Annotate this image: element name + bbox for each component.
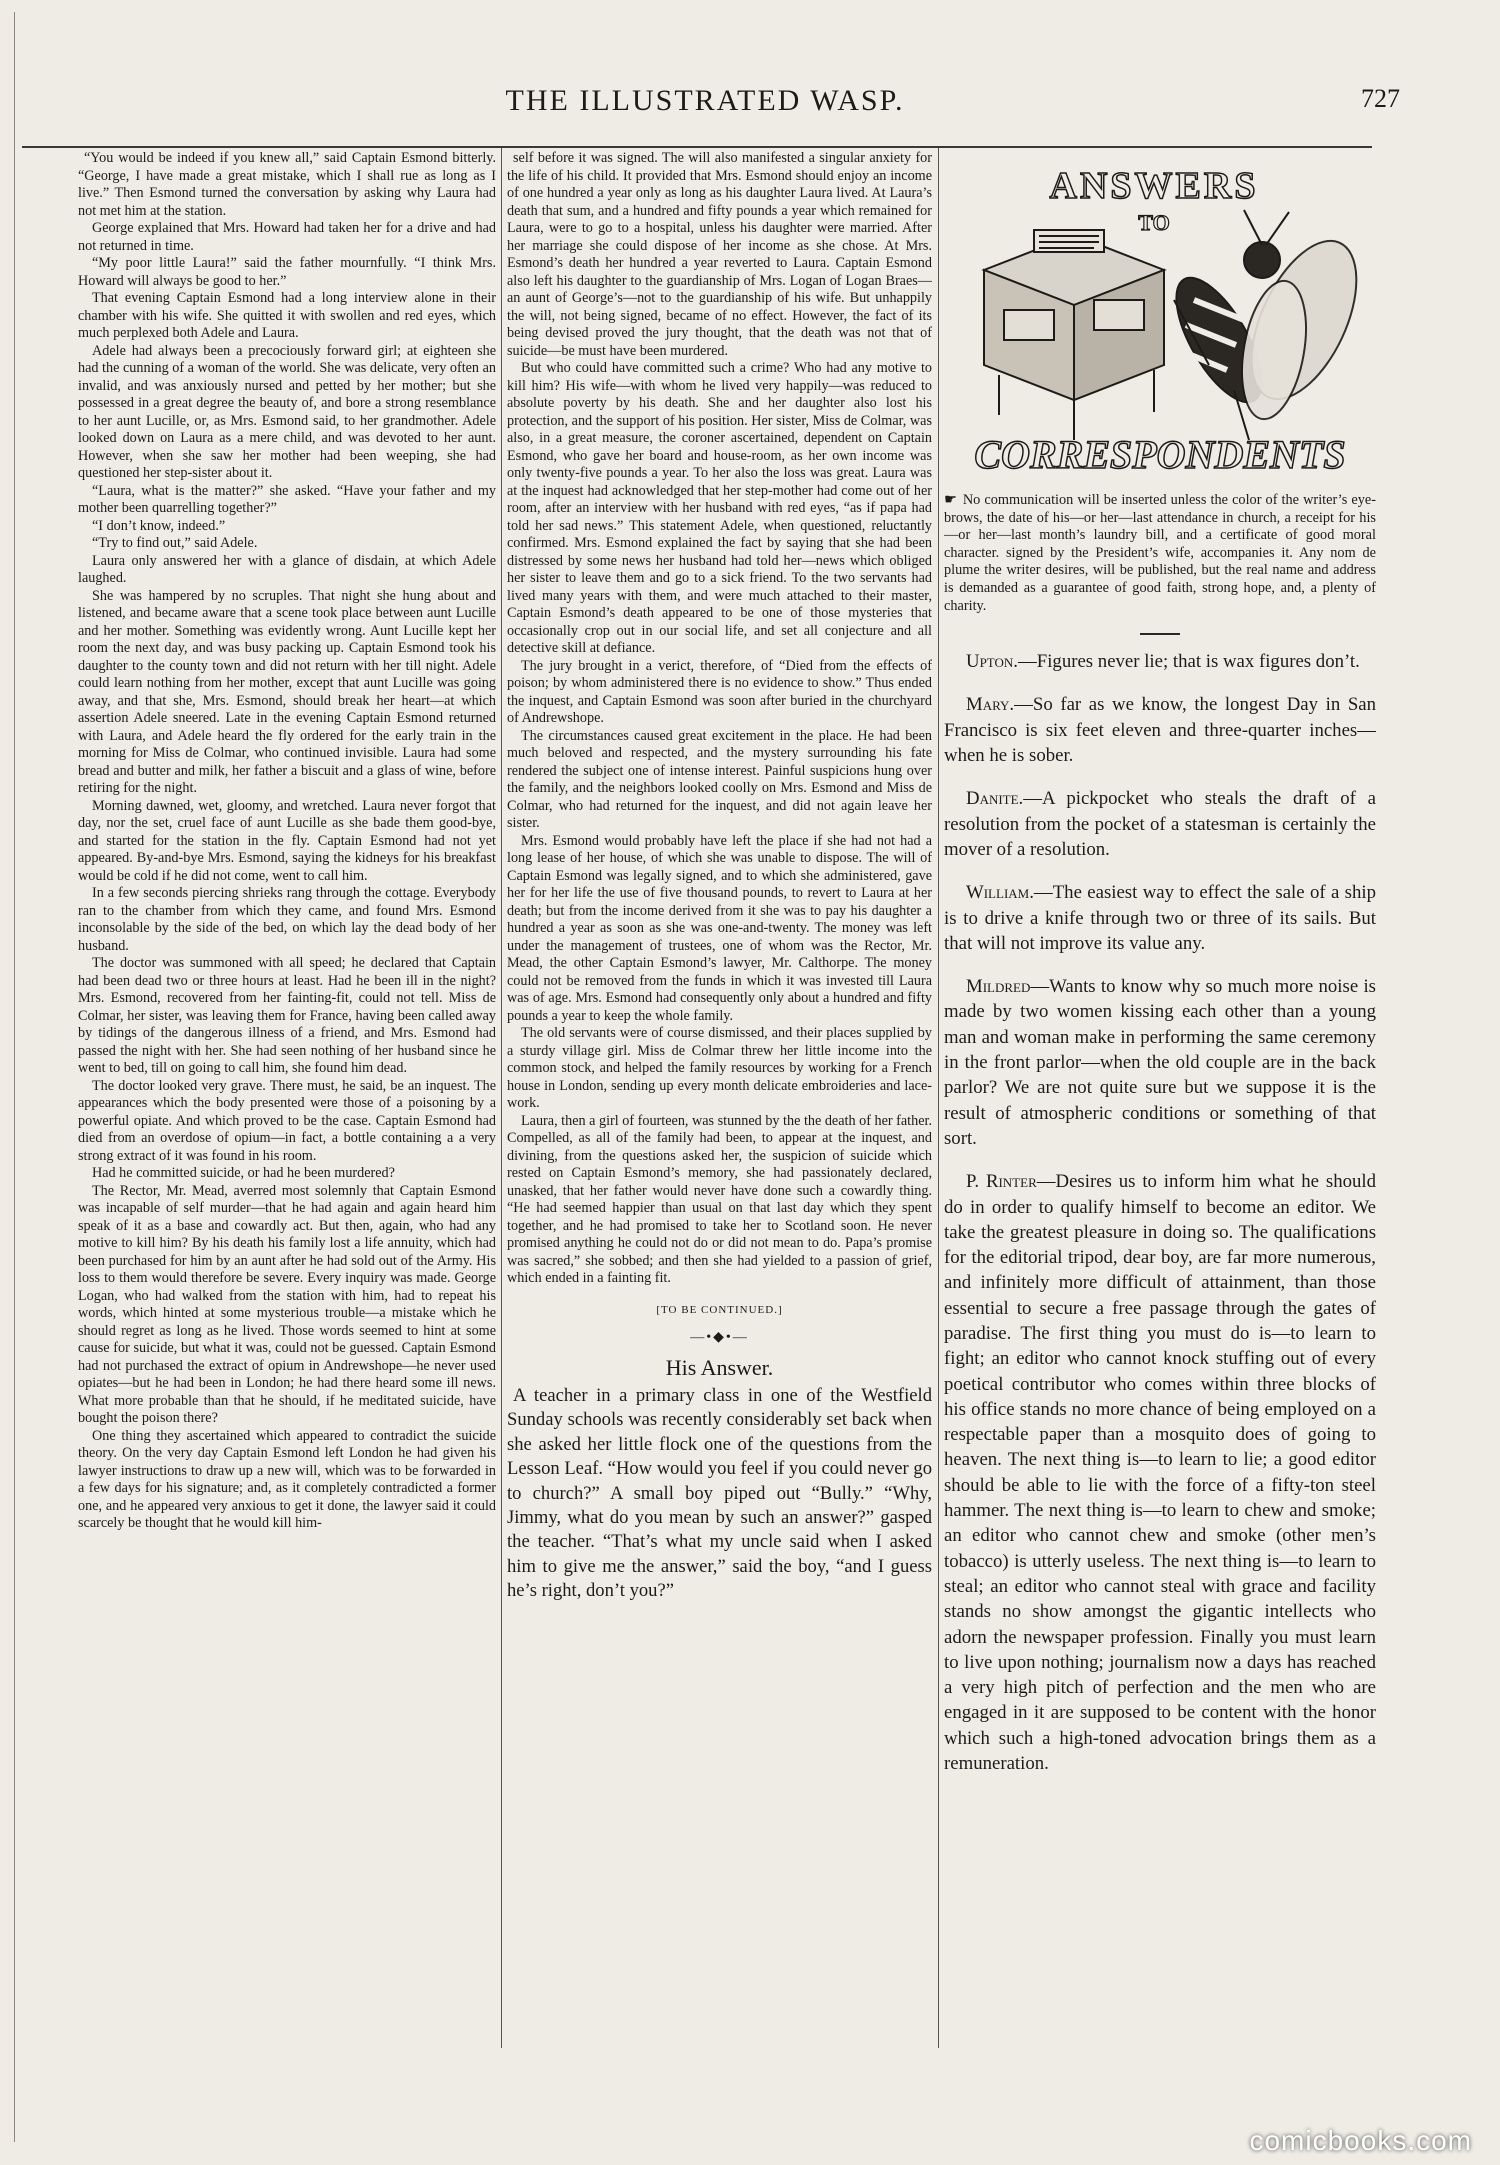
paragraph: “Try to find out,” said Adele. xyxy=(92,535,258,551)
watermark: comicbooks.com xyxy=(1249,2125,1472,2156)
pointing-hand-icon: ☛ xyxy=(944,492,957,508)
correspondent-name: Mildred xyxy=(966,976,1031,998)
paragraph: That evening Captain Esmond had a long interview alone in their chamber with his wife. She quitted it with swollen and red eyes, which much perplexed both Adele and Laura. xyxy=(78,290,496,341)
answer-item xyxy=(944,786,1376,862)
paragraph: Had he committed suicide, or had he been murdered? xyxy=(92,1165,395,1181)
to-be-continued: [TO BE CONTINUED.] xyxy=(656,1303,783,1316)
story-column-2 xyxy=(507,150,932,2050)
paragraph: In a few seconds piercing shrieks rang through the cottage. Everybody ran to the chamber from which they came, and found Mrs. Esmond inconsolable by the side of the bed, on which lay the dead body of her husband. xyxy=(78,885,496,954)
logo-word-to: TO xyxy=(1138,210,1170,235)
paragraph: “Laura, what is the matter?” she asked. “Have your father and my mother been quarrelling together?” xyxy=(78,482,496,516)
paragraph: The Rector, Mr. Mead, averred most solemnly that Captain Esmond was incapable of self murder—that he had again and again heard him speak of it as a base and cowardly act. But then, again, who had any motive to kill him? By his death his family lost a life annuity, which had been purchased for him by an aunt after he had sold out of the Army. His loss to them would therefore be severe. Every inquiry was made. George Logan, who had walked from the station with him, had to repeat his words, which hinted at some mysterious trouble—a mistake which he should regret as long as he lived. Those words seemed to hint at some cause for suicide, but what it was, could not be guessed. Captain Esmond had not purchased the extract of opium in Andrewshope—he never used opiates—but he had been in London; he had there heard some ill news. What more probable than that he should, if he meditated suicide, have bought the poison there? xyxy=(78,1182,496,1426)
paragraph: “My poor little Laura!” said the father mournfully. “I think Mrs. Howard will always be good to her.” xyxy=(78,255,496,289)
story-column-1 xyxy=(78,150,496,2060)
answers-column xyxy=(944,150,1376,2050)
paragraph: But who could have committed such a crime? Who had any motive to kill him? His wife—with whom he lived very happily—was reduced to absolute poverty by his death. She and her daughter also lost his protection, and the support of his position. Her sister, Miss de Colmar, was also, in a great measure, the coroner ascertained, dependent on Captain Esmond, who gave her board and house-room, as her own income was only twenty-five pounds a year. To her also the loss was great. Laura was at the inquest had acknowledged that her step-mother had come out of her room, after an interview with her husband with red eyes, “as if papa had told her sad news.” This statement Adele, when questioned, reluctantly confirmed. Mrs. Esmond explained the fact by saying that she had been distressed by some news her husband had told her—news which obliged her sister to leave them and go to a sick friend. To the two servants had lived many years with them, and were much attached to their master, Captain Esmond’s death appeared to be one of those mysteries that occasionally crop out in our social life, and set all conjecture and all detective skill at defiance. xyxy=(507,360,932,656)
paragraph: Laura, then a girl of fourteen, was stunned by the the death of her father. Compelled, as all of the family had been, to appear at the inquest, and divining, from the questions asked her, the suspicion of suicide which rested on Captain Esmond’s memory, she had passionately declared, unasked, that her father would never have done such a cowardly thing. “He had seemed happier than usual on that last day which they spent together, and he had promised to take her to Scotland soon. He never promised anything he could not do or did not mean to do. Papa’s promise was sacred,” she sobbed; and then she had yielded to a passion of grief, which ended in a fainting fit. xyxy=(507,1112,932,1286)
paragraph: Laura only answered her with a glance of disdain, at which Adele laughed. xyxy=(78,552,496,586)
answer-text: —Desires us to inform him what he should do in order to qualify himself to become an editor. We take the greatest pleasure in doing so. The qualifications for the editorial tripod, dear boy, are far more numerous, and infinitely more difficult of attainment, than those essential to secure a free passage through the gates of paradise. The first thing you must do is—to learn to fight; an editor who cannot knock stuffing out of every poetical contributor who comes within three blocks of his office stands no more chance of being employed on a respectable paper than a mosquito does of going to heaven. The next thing is—to learn to lie; a good editor should be able to lie with the force of a fifty-ton steel hammer. The next thing is—to learn to chew and smoke; an editor who cannot chew and smoke (other men’s tobacco) is utterly useless. The next thing is—to learn to steal; an editor who cannot steal with grace and facility stands no show amongst the gigantic intellects who adorn the newspaper profession. Finally you must learn to live upon nothing; journalism now a days has reached a very high pitch of perfection and the men who are engaged in it are supposed to be content with the honor which such a high-toned advocation brings them as a remuneration. xyxy=(944,1171,1376,1775)
page-number: 727 xyxy=(1361,84,1400,113)
column-divider-1 xyxy=(501,148,502,2048)
paragraph: The jury brought in a verict, therefore, of “Died from the effects of poison; by whom administered there is no evidence to show.” Thus ended the inquest, and Captain Esmond was soon after buried in the churchyard of Andrewshope. xyxy=(507,657,932,726)
correspondent-name: William. xyxy=(966,882,1034,904)
answer-text: —Wants to know why so much more noise is made by two women kissing each other than a young man and woman make in performing the same ceremony in the front parlor—when the old couple are in the back parlor? We are not quite sure but we suppose it is the result of atmospheric conditions or something of that sort. xyxy=(944,976,1376,1149)
answer-item xyxy=(944,649,1376,674)
answers-list xyxy=(944,649,1376,1776)
wasp-desk-illustration xyxy=(944,150,1376,488)
paragraph: “You would be indeed if you knew all,” said Captain Esmond bitterly. “George, I have made a great mistake, which I shall rue as long as I live.” Then Esmond turned the conversation by asking why Laura had not met him at the station. xyxy=(78,150,496,219)
notice-text: No communication will be inserted unless the color of the writer’s eye-brows, the date of his—or her—last attendance in church, a receipt for his—or her—last month’s laundry bill, and a certificate of good moral character. signed by the President’s wife, accompanies it. Any nom de plume the writer desires, will be published, but the real name and address is demanded as a guarantee of good faith, strong hope, and, a plenty of charity. xyxy=(944,492,1376,614)
paragraph: self before it was signed. The will also manifested a singular anxiety for the life of his child. It provided that Mrs. Esmond should enjoy an income of one hundred a year only as long as his daughter Laura lived. At Laura’s death that sum, and a hundred and fifty pounds a year which remained for Laura, were to go to a hospital, unless his daughter were married. After her marriage she could dispose of her income as she chose. At Mrs. Esmond’s death her hundred a year reverted to Laura. Captain Esmond also left his daughter to the guardianship of Mrs. Logan of Logan Braes—an aunt of George’s—not to the guardianship of his wife. But unhappily the will, not being signed, became of no effect. However, the fact of its being devised proved the jury thought, that the death was not that of suicide—be must have been murdered. xyxy=(507,150,932,359)
page-header xyxy=(20,84,1400,130)
answer-text: —Figures never lie; that is wax figures don’t. xyxy=(1017,651,1360,673)
answer-item xyxy=(944,1169,1376,1776)
answer-item xyxy=(944,692,1376,768)
paragraph: The doctor looked very grave. There must, he said, be an inquest. The appearances which the body presented were those of a poisoning by a powerful opiate. And which proved to be the case. Captain Esmond had died from an overdose of opium—in fact, a bottle containing a a very strong extract of it was found in his room. xyxy=(78,1077,496,1164)
answer-text: —A pickpocket who steals the draft of a resolution from the pocket of a statesman is certainly the mover of a resolution. xyxy=(944,788,1376,860)
paragraph: She was hampered by no scruples. That night she hung about and listened, and became aware that a scene took place between aunt Lucille and her mother. Something was evidently wrong. Aunt Lucille kept her room the next day, and was busy packing up. Captain Esmond took his daughter to the county town and did not return with her till night. Adele could learn nothing from her mother, except that aunt Lucille was going away, and that she, Mrs. Esmond, should break her heart—at which assertion Adele sneered. Late in the evening Captain Esmond returned with Laura, and Adele heard the fly ordered for the early train in the morning for Miss de Colmar, who continued invisible. Laura had some bread and butter and milk, her father a biscuit and a glass of wine, before retiring for the night. xyxy=(78,587,496,796)
paragraph: George explained that Mrs. Howard had taken her for a drive and had not returned in time. xyxy=(78,220,496,254)
section-rule xyxy=(1140,633,1180,635)
paragraph: Morning dawned, wet, gloomy, and wretched. Laura never forgot that day, nor the set, cruel face of aunt Lucille as she bade them good-bye, and started for the station in the fly. Captain Esmond had not yet appeared. By-and-bye Mrs. Esmond, saying the kidneys for his breakfast would be cold if he did not come, went to call him. xyxy=(78,797,496,884)
header-rule xyxy=(22,146,1372,148)
paragraph: A teacher in a primary class in one of the Westfield Sunday schools was recently considerably set back when she asked her little flock one of the questions from the Lesson Leaf. “How would you feel if you could never go to church?” A small boy piped out “Bully.” “Why, Jimmy, what do you mean by such an answer?” gasped the teacher. “That’s what my uncle said when I asked him to give me the answer,” said the boy, “and I guess he’s right, don’t you?” xyxy=(507,1385,932,1602)
ornament-divider: —•◆•— xyxy=(690,1330,749,1345)
column-divider-2 xyxy=(938,148,939,2048)
logo-word-correspondents: CORRESPONDENTS xyxy=(974,432,1346,477)
correspondent-name: Danite. xyxy=(966,788,1024,810)
paragraph: One thing they ascertained which appeared to contradict the suicide theory. On the very day Captain Esmond left London he had given his lawyer instructions to draw up a new will, which was to be forwarded in a few days for his signature; and, as it completely contradicted a former one, and he appeared very anxious to get it done, the lawyer said it could scarcely be thought that he would kill him- xyxy=(78,1427,496,1531)
notice-paragraph xyxy=(944,492,1376,615)
paragraph: Mrs. Esmond would probably have left the place if she had not had a long lease of her house, of which she was unable to dispose. The will of Captain Esmond was legally signed, and to which she administered, gave her for her life the use of five thousand pounds, to revert to Laura at her death; but from the income derived from it she was to pay his daughter a hundred a year as soon as she was one-and-twenty. The money was left under the management of trustees, one of whom was the Rector, Mr. Mead, the other Captain Esmond’s lawyer, Mr. Calthorpe. The money could not be removed from the funds in which it was invested till Laura was of age. Mrs. Esmond had consequently only about a hundred and fifty pounds a year to keep the whole family. xyxy=(507,832,932,1024)
correspondent-name: Mary. xyxy=(966,694,1015,716)
paragraph: The circumstances caused great excitement in the place. He had been much beloved and respected, and the mystery surrounding his fate rendered the subject one of intense interest. Painful suspicions hung over the family, and the neighbors looked coolly on Mrs. Esmond and Miss de Colmar, who had returned for the inquest, and did not again leave her sister. xyxy=(507,727,932,831)
answer-text: —The easiest way to effect the sale of a ship is to drive a knife through two or three of its sails. But that will not improve its value any. xyxy=(944,882,1376,954)
answer-text: —So far as we know, the longest Day in San Francisco is six feet eleven and three-quarter inches—when he is sober. xyxy=(944,694,1376,767)
logo-word-answers: ANSWERS xyxy=(1049,165,1259,207)
story-title: His Answer. xyxy=(665,1354,774,1380)
answer-item xyxy=(944,880,1376,956)
answer-item xyxy=(944,974,1376,1151)
correspondent-name: P. Rinter xyxy=(966,1171,1037,1193)
story-body xyxy=(507,1384,932,1604)
correspondent-name: Upton. xyxy=(966,651,1018,673)
answers-to-correspondents-logo xyxy=(944,150,1376,488)
paragraph: Adele had always been a precociously forward girl; at eighteen she had the cunning of a woman of the world. She was delicate, very often an invalid, and was anxiously nursed and petted by her mother; but she possessed in a great degree the beauty of, and bore a strong resemblance to her aunt Lucille, or, as Mrs. Esmond said, to her grandmother. Adele looked down on Laura as a mere child, and was devoted to her aunt. However, when she saw her mother had been weeping, she had questioned her step-sister about it. xyxy=(78,342,496,481)
paragraph: The doctor was summoned with all speed; he declared that Captain had been dead two or three hours at least. Had he been ill in the night? Mrs. Esmond, recovered from her fainting-fit, could not tell. Miss de Colmar, her sister, was leaving them for France, having been called away by tidings of the dangerous illness of a friend, and Mrs. Esmond had passed the night with her. She had seen nothing of her husband since he went to bed, till on going to call him, she found him dead. xyxy=(78,955,496,1076)
paragraph: “I don’t know, indeed.” xyxy=(92,517,226,534)
paragraph: The old servants were of course dismissed, and their places supplied by a sturdy village girl. Miss de Colmar threw her little income into the common stock, and helped the family resources by working for a French house in London, sending up every month delicate embroideries and lace-work. xyxy=(507,1025,932,1111)
masthead-title: THE ILLUSTRATED WASP. xyxy=(505,84,905,117)
